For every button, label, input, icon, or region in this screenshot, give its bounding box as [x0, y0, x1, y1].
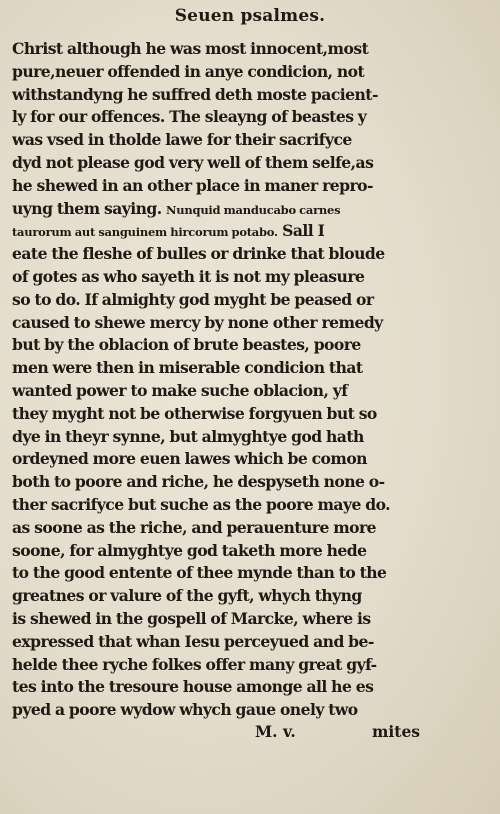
text-line: helde thee ryche folkes offer many great gyf- [12, 654, 377, 674]
text-line: they myght not be otherwise forgyuen but so [12, 403, 377, 423]
text-line: men were then in miserable condicion that [12, 358, 363, 378]
text-line: ther sacrifyce but suche as the poore maye do. [12, 494, 391, 514]
text-line: to the good entente of thee mynde than to the [12, 563, 387, 583]
text-line: withstandyng he suffred deth moste pacient- [12, 84, 378, 104]
running-head: Seuen psalmes. [174, 6, 326, 26]
line-text: uyng them saying. [12, 198, 162, 218]
catchword: mites [372, 722, 421, 741]
latin-quotation: Nunquid manducabo carnes [166, 202, 341, 217]
text-line: of gotes as who sayeth it is not my pleasure [12, 266, 365, 286]
latin-quotation: taurorum aut sanguinem hircorum potabo. [12, 225, 278, 240]
text-line: so to do. If almighty god myght be peased or [12, 289, 374, 309]
text-line: pure,neuer offended in anye condicion, not [12, 61, 365, 81]
text-line: dye in theyr synne, but almyghtye god hath [12, 426, 364, 446]
line-text: Sall I [282, 221, 325, 241]
text-line: pyed a poore wydow whych gaue onely two [12, 700, 358, 720]
text-line: Christ although he was most innocent,most [12, 39, 369, 58]
text-line: soone, for almyghtye god taketh more hede [12, 540, 367, 560]
text-line: wanted power to make suche oblacion, yf [12, 380, 348, 400]
text-block [12, 38, 434, 722]
text-line: dyd not please god very well of them selfe,as [12, 152, 374, 172]
text-line: eate the fleshe of bulles or drinke that bloude [12, 244, 385, 264]
text-line: ly for our offences. The sleayng of beastes y [12, 107, 367, 127]
text-line: expressed that whan Iesu perceyued and be- [12, 631, 374, 651]
text-line: as soone as the riche, and perauenture more [12, 517, 377, 537]
text-line: tes into the tresoure house amonge all he es [12, 677, 374, 697]
text-line: both to poore and riche, he despyseth none o- [12, 472, 385, 492]
text-line: was vsed in tholde lawe for their sacrifyce [12, 130, 352, 150]
text-line: he shewed in an other place in maner repro- [12, 175, 373, 195]
text-line: caused to shewe mercy by none other remedy [12, 312, 383, 332]
page-footer [0, 722, 500, 746]
text-line: greatnes or valure of the gyft, whych thyng [12, 586, 362, 606]
signature-mark: M. v. [255, 722, 296, 741]
text-line: ordeyned more euen lawes which be comon [12, 449, 367, 469]
text-line [12, 220, 434, 243]
text-line: is shewed in the gospell of Marcke, where is [12, 608, 371, 628]
text-line: but by the oblacion of brute beastes, poore [12, 335, 361, 355]
text-line [12, 198, 434, 221]
